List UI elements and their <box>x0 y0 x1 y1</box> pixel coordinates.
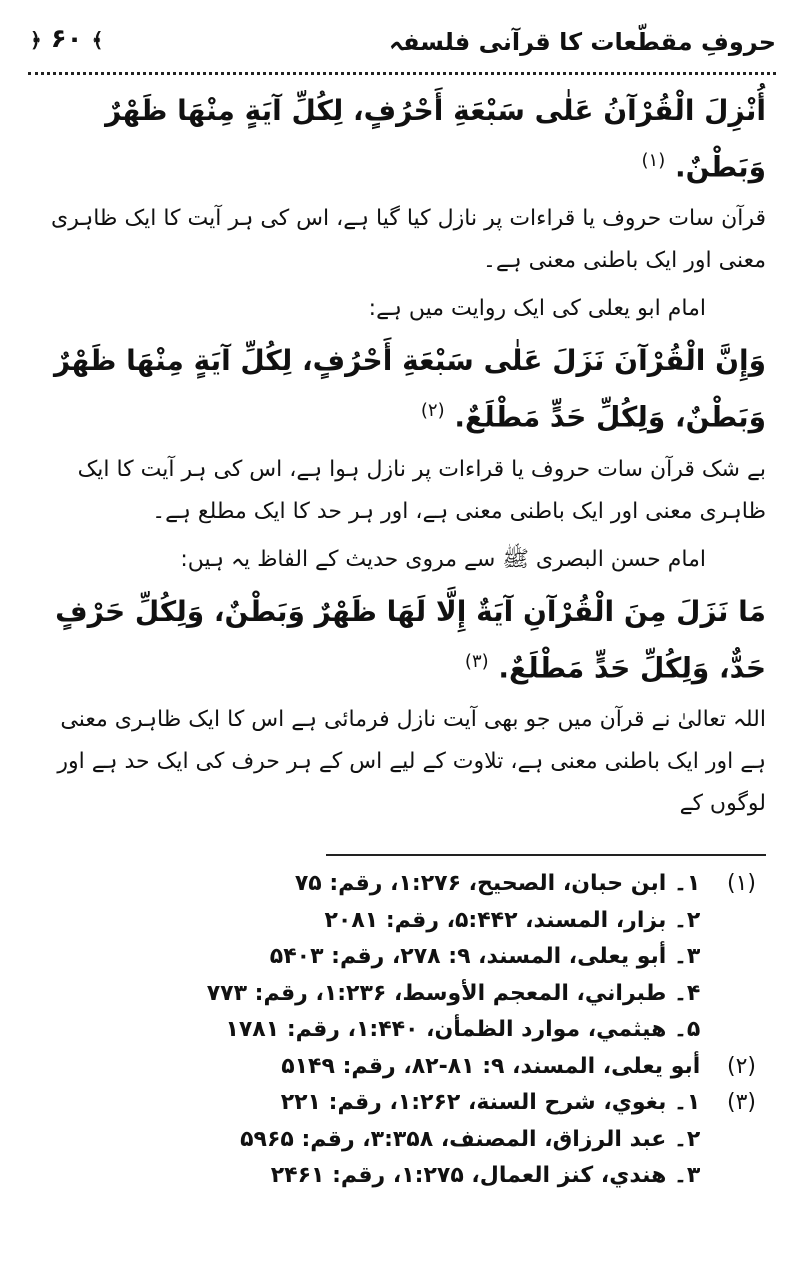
hadith-3-text: مَا نَزَلَ مِنَ الْقُرْآنِ آيَةٌ إِلَّا لَهَا ظَهْرٌ وَبَطْنٌ، وَلِكُلِّ حَرْفٍ حَدٌّ، وَلِكُلِّ حَدٍّ مَطْلَعٌ. <box>55 594 766 684</box>
page-body <box>40 86 766 831</box>
footnote-number: (۲) <box>726 1053 756 1079</box>
ornament-open: ﴿ <box>30 28 42 52</box>
footnote-line <box>56 1049 756 1086</box>
footnote-text: ۳۔ أبو يعلى، المسند، ۹: ۲۷۸، رقم: ۵۴۰۳ <box>269 944 701 969</box>
footnote-text: ۵۔ هيثمي، موارد الظمأن، ۱:۴۴۰، رقم: ۱۷۸۱ <box>225 1017 701 1042</box>
footnote-ref-2: (۲) <box>420 400 445 422</box>
header-dotted-rule <box>28 72 776 75</box>
footnote-text: ۲۔ عبد الرزاق، المصنف، ۳:۳۵۸، رقم: ۵۹۶۵ <box>240 1126 701 1152</box>
footnote-separator <box>326 854 766 856</box>
footnote-line <box>56 976 756 1013</box>
translation-2: بے شک قرآن سات حروف یا قراءات پر نازل ہوا ہے، اس کی ہر آیت کا ایک ظاہری معنی اور ایک باطنی معنی ہے، اور ہر حد کا ایک مطلع ہے۔ <box>77 456 766 524</box>
hadith-2 <box>40 336 766 442</box>
page-number-block <box>30 24 103 54</box>
hadith-3 <box>40 587 766 693</box>
footnote-line <box>56 866 756 903</box>
translation-1: قرآن سات حروف یا قراءات پر نازل کیا گیا ہے، اس کی ہر آیت کا ایک ظاہری معنی اور ایک باطنی معنی ہے۔ <box>50 206 766 274</box>
hadith-1-text: أُنْزِلَ الْقُرْآنُ عَلٰی سَبْعَةِ أَحْرُفٍ، لِكُلِّ آيَةٍ مِنْهَا ظَهْرٌ وَبَطْنٌ. <box>105 94 766 184</box>
footnote-text: ۴۔ طبراني، المعجم الأوسط، ۱:۲۳۶، رقم: ۷۷۳ <box>206 980 701 1006</box>
footnote-text: ۱۔ ابن حبان، الصحيح، ۱:۲۷۶، رقم: ۷۵ <box>294 871 701 896</box>
footnote-text: أبو يعلى، المسند، ۹: ۸۱-۸۲، رقم: ۵۱۴۹ <box>281 1053 701 1079</box>
footnotes <box>56 866 756 1195</box>
hadith-1 <box>40 86 766 192</box>
footnote-line <box>56 939 756 976</box>
footnote-line <box>56 1085 756 1122</box>
footnote-text: ۱۔ بغوي، شرح السنة، ۱:۲۶۲، رقم: ۲۲۱ <box>280 1090 701 1115</box>
ornament-close: ﴾ <box>91 28 104 52</box>
footnote-line <box>56 1122 756 1159</box>
footnote-text: ۲۔ بزار، المسند، ۵:۴۴۲، رقم: ۲۰۸۱ <box>324 907 701 933</box>
page-header <box>0 0 806 80</box>
footnote-ref-1: (۱) <box>641 150 666 171</box>
footnote-ref-3: (۳) <box>464 650 489 672</box>
translation-3: اللہ تعالیٰ نے قرآن میں جو بھی آیت نازل فرمائی ہے اس کا ایک ظاہری معنی ہے اور ایک باطنی معنی ہے، تلاوت کے لیے اس کے ہر حرف کی ایک حد ہے اور لوگوں کے <box>57 706 766 816</box>
intro-2: امام ابو یعلی کی ایک روایت میں ہے: <box>368 296 706 322</box>
footnote-number: (۳) <box>726 1090 756 1115</box>
footnote-line <box>56 903 756 940</box>
page-number: ۶۰ <box>50 24 83 54</box>
footnote-number: (۱) <box>726 871 756 896</box>
hadith-2-text: وَإِنَّ الْقُرْآنَ نَزَلَ عَلٰی سَبْعَةِ أَحْرُفٍ، لِكُلِّ آيَةٍ مِنْهَا ظَهْرٌ وَبَطْنٌ، وَلِكُلِّ حَدٍّ مَطْلَعٌ. <box>54 344 766 434</box>
running-title: حروفِ مقطّعات کا قرآنی فلسفہ <box>388 28 776 56</box>
intro-3: امام حسن البصری ﷺ سے مروی حدیث کے الفاظ یہ ہیں: <box>180 546 706 572</box>
footnote-line <box>56 1158 756 1195</box>
footnote-line <box>56 1012 756 1049</box>
footnote-text: ۳۔ هندي، كنز العمال، ۱:۲۷۵، رقم: ۲۴۶۱ <box>270 1163 701 1188</box>
